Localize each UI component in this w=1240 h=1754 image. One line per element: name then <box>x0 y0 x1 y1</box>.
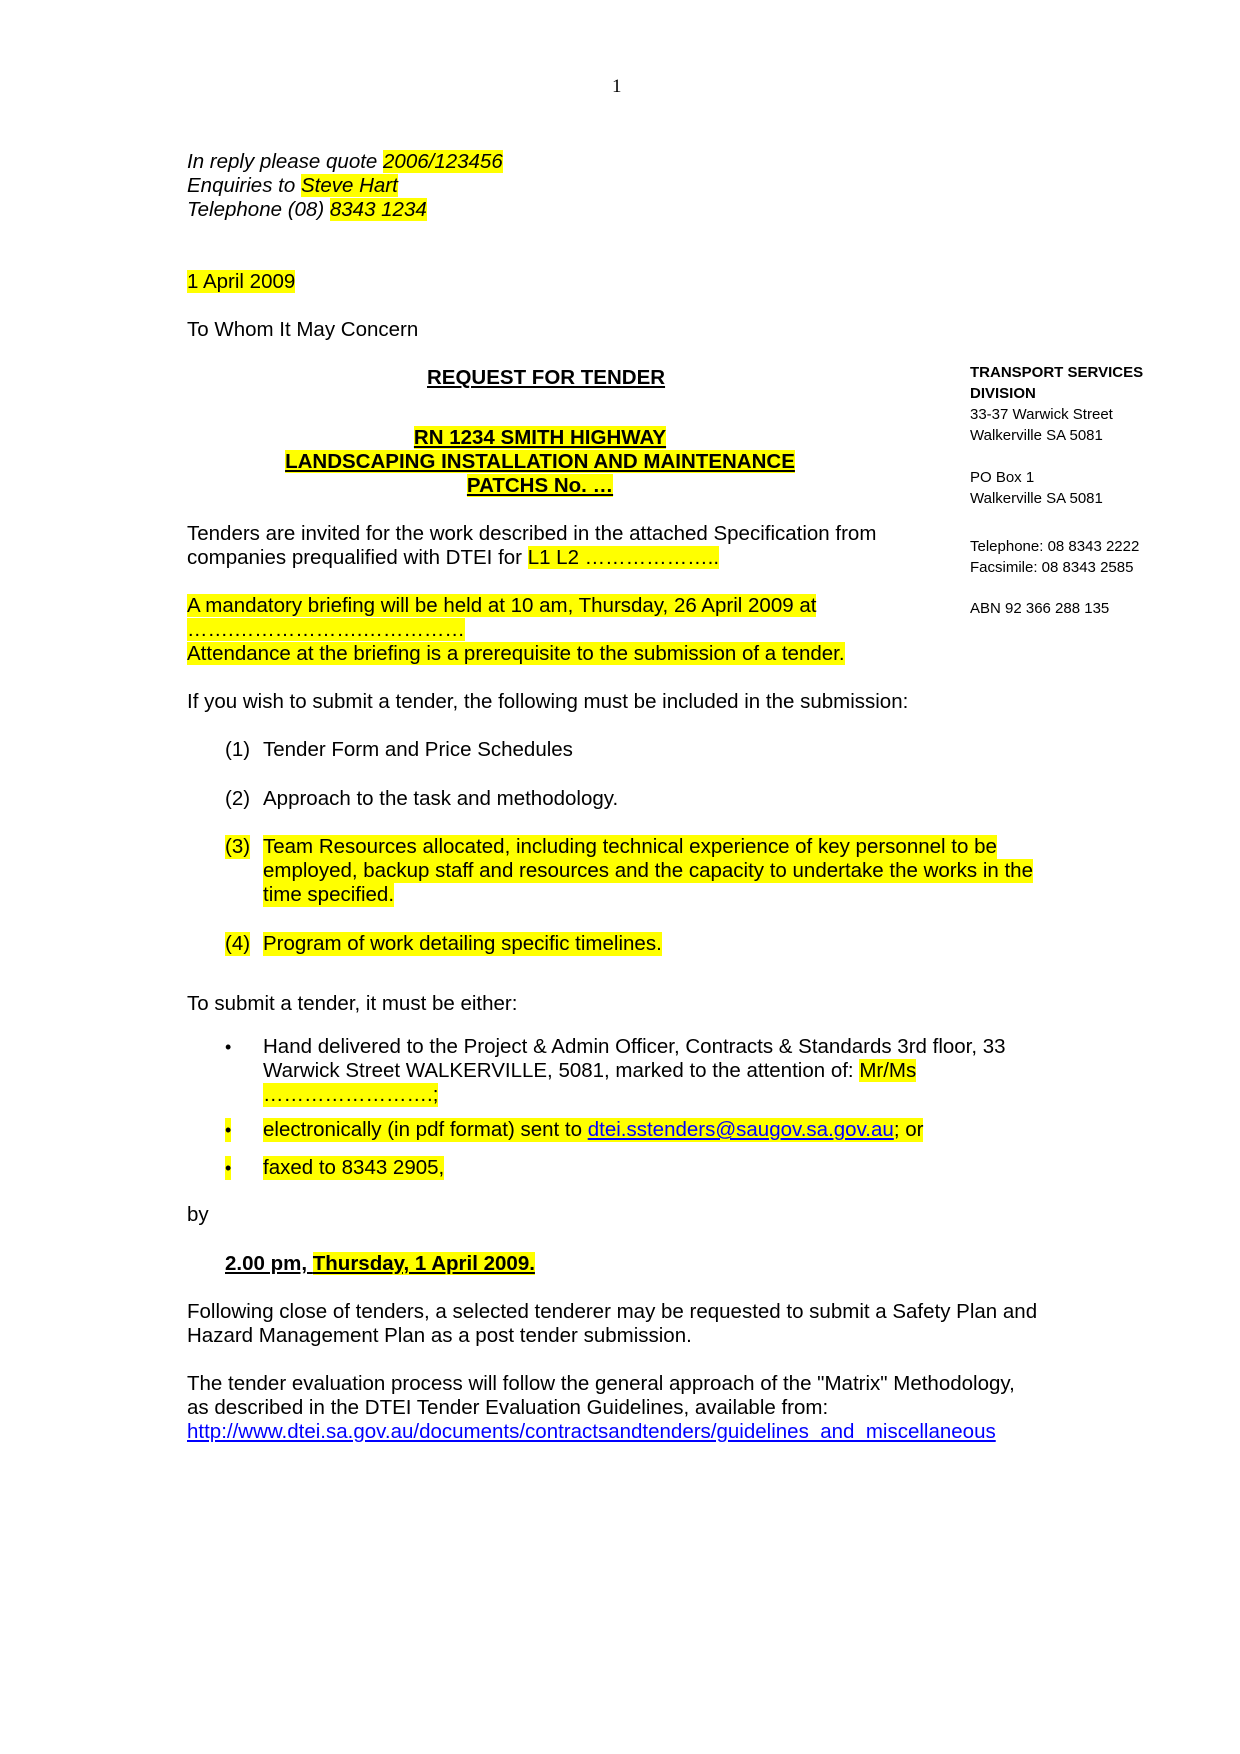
salutation: To Whom It May Concern <box>187 318 419 341</box>
reference-quote <box>187 150 503 174</box>
guidelines-url-link[interactable]: http://www.dtei.sa.gov.au/documents/contractsandtenders/guidelines_and_miscellaneous <box>187 1420 996 1443</box>
division-abn: ABN 92 366 288 135 <box>970 600 1110 617</box>
email-link[interactable]: dtei.sstenders@saugov.sa.gov.au <box>587 1118 894 1141</box>
enquiries-label: Enquiries to <box>187 174 296 197</box>
enquiries-value: Steve Hart <box>300 174 398 197</box>
quote-label: In reply please quote <box>187 150 378 173</box>
attention-name: Mr/Ms <box>859 1059 917 1082</box>
project-line-1: RN 1234 SMITH HIGHWAY <box>413 426 667 449</box>
following-line-1: Following close of tenders, a selected tenderer may be requested to submit a Safety Plan and <box>187 1300 1038 1323</box>
methods-intro: To submit a tender, it must be either: <box>187 992 518 1015</box>
project-line-2: LANDSCAPING INSTALLATION AND MAINTENANCE <box>285 450 795 473</box>
division-po-suburb: Walkerville SA 5081 <box>970 490 1103 507</box>
bullet-icon: • <box>225 1037 232 1057</box>
email-prefix: electronically (in pdf format) sent to <box>263 1118 588 1141</box>
hand-line-1: Hand delivered to the Project & Admin Officer, Contracts & Standards 3rd floor, 33 <box>263 1035 1006 1058</box>
evaluation-line-2: as described in the DTEI Tender Evaluation Guidelines, available from: <box>187 1396 829 1419</box>
following-line-2: Hazard Management Plan as a post tender submission. <box>187 1324 692 1347</box>
list-item <box>0 787 1240 811</box>
hand-line-3: …………………….; <box>263 1083 439 1106</box>
telephone-label: Telephone (08) <box>187 198 325 221</box>
list-item <box>0 932 1240 956</box>
briefing-line-2: …….……………….…………… <box>187 618 465 641</box>
division-po-box: PO Box 1 <box>970 469 1035 486</box>
hand-line-2 <box>263 1059 916 1083</box>
item-text: time specified. <box>263 883 395 906</box>
deadline-date: Thursday, 1 April 2009. <box>312 1252 535 1275</box>
reference-enquiries <box>187 174 398 198</box>
deadline-time: 2.00 pm, <box>225 1252 313 1275</box>
email-suffix: ; or <box>893 1118 924 1141</box>
division-name-line-2: DIVISION <box>970 385 1036 402</box>
quote-value: 2006/123456 <box>383 150 503 173</box>
briefing-line-3: Attendance at the briefing is a prerequisite to the submission of a tender. <box>187 642 845 665</box>
item-number: (1) <box>225 738 251 761</box>
bullet-icon: • <box>225 1158 232 1178</box>
reference-telephone <box>187 198 427 222</box>
project-line-3: PATCHS No. … <box>466 474 614 497</box>
briefing-line-1: A mandatory briefing will be held at 10 am, Thursday, 26 April 2009 at <box>187 594 817 617</box>
division-suburb: Walkerville SA 5081 <box>970 427 1103 444</box>
method-hand-delivery <box>0 1035 1240 1107</box>
item-text: employed, backup staff and resources and the capacity to undertake the works in the <box>263 859 1033 882</box>
fax-line: faxed to 8343 2905, <box>263 1156 445 1179</box>
item-number: (2) <box>225 787 251 810</box>
deadline <box>225 1252 535 1276</box>
list-item <box>0 738 1240 762</box>
division-name-line-1: TRANSPORT SERVICES <box>970 364 1144 381</box>
page-number: 1 <box>612 76 622 97</box>
evaluation-line-1: The tender evaluation process will follow the general approach of the "Matrix" Methodology, <box>187 1372 1015 1395</box>
method-email <box>0 1118 1240 1142</box>
item-text: Approach to the task and methodology. <box>263 787 619 810</box>
division-street: 33-37 Warwick Street <box>970 406 1113 423</box>
item-number: (4) <box>225 932 251 955</box>
intro-line-2 <box>187 546 719 570</box>
submission-intro: If you wish to submit a tender, the following must be included in the submission: <box>187 690 909 713</box>
method-fax <box>0 1156 1240 1180</box>
item-number: (3) <box>225 835 251 858</box>
hand-prefix: Warwick Street WALKERVILLE, 5081, marked to the attention of: <box>263 1059 860 1082</box>
by-label: by <box>187 1203 209 1226</box>
intro-prefix: companies prequalified with DTEI for <box>187 546 528 569</box>
letter-date: 1 April 2009 <box>187 270 296 293</box>
intro-line-1: Tenders are invited for the work described in the attached Specification from <box>187 522 877 545</box>
email-line <box>263 1118 923 1142</box>
division-facsimile: Facsimile: 08 8343 2585 <box>970 559 1134 576</box>
item-text: Team Resources allocated, including technical experience of key personnel to be <box>263 835 997 858</box>
division-telephone: Telephone: 08 8343 2222 <box>970 538 1140 555</box>
list-item <box>0 835 1240 907</box>
bullet-icon: • <box>225 1120 232 1140</box>
document-title: REQUEST FOR TENDER <box>427 366 666 389</box>
item-text: Tender Form and Price Schedules <box>263 738 573 761</box>
telephone-value: 8343 1234 <box>329 198 427 221</box>
item-text: Program of work detailing specific timelines. <box>263 932 662 955</box>
prequal-levels: L1 L2 ……………….. <box>527 546 720 569</box>
